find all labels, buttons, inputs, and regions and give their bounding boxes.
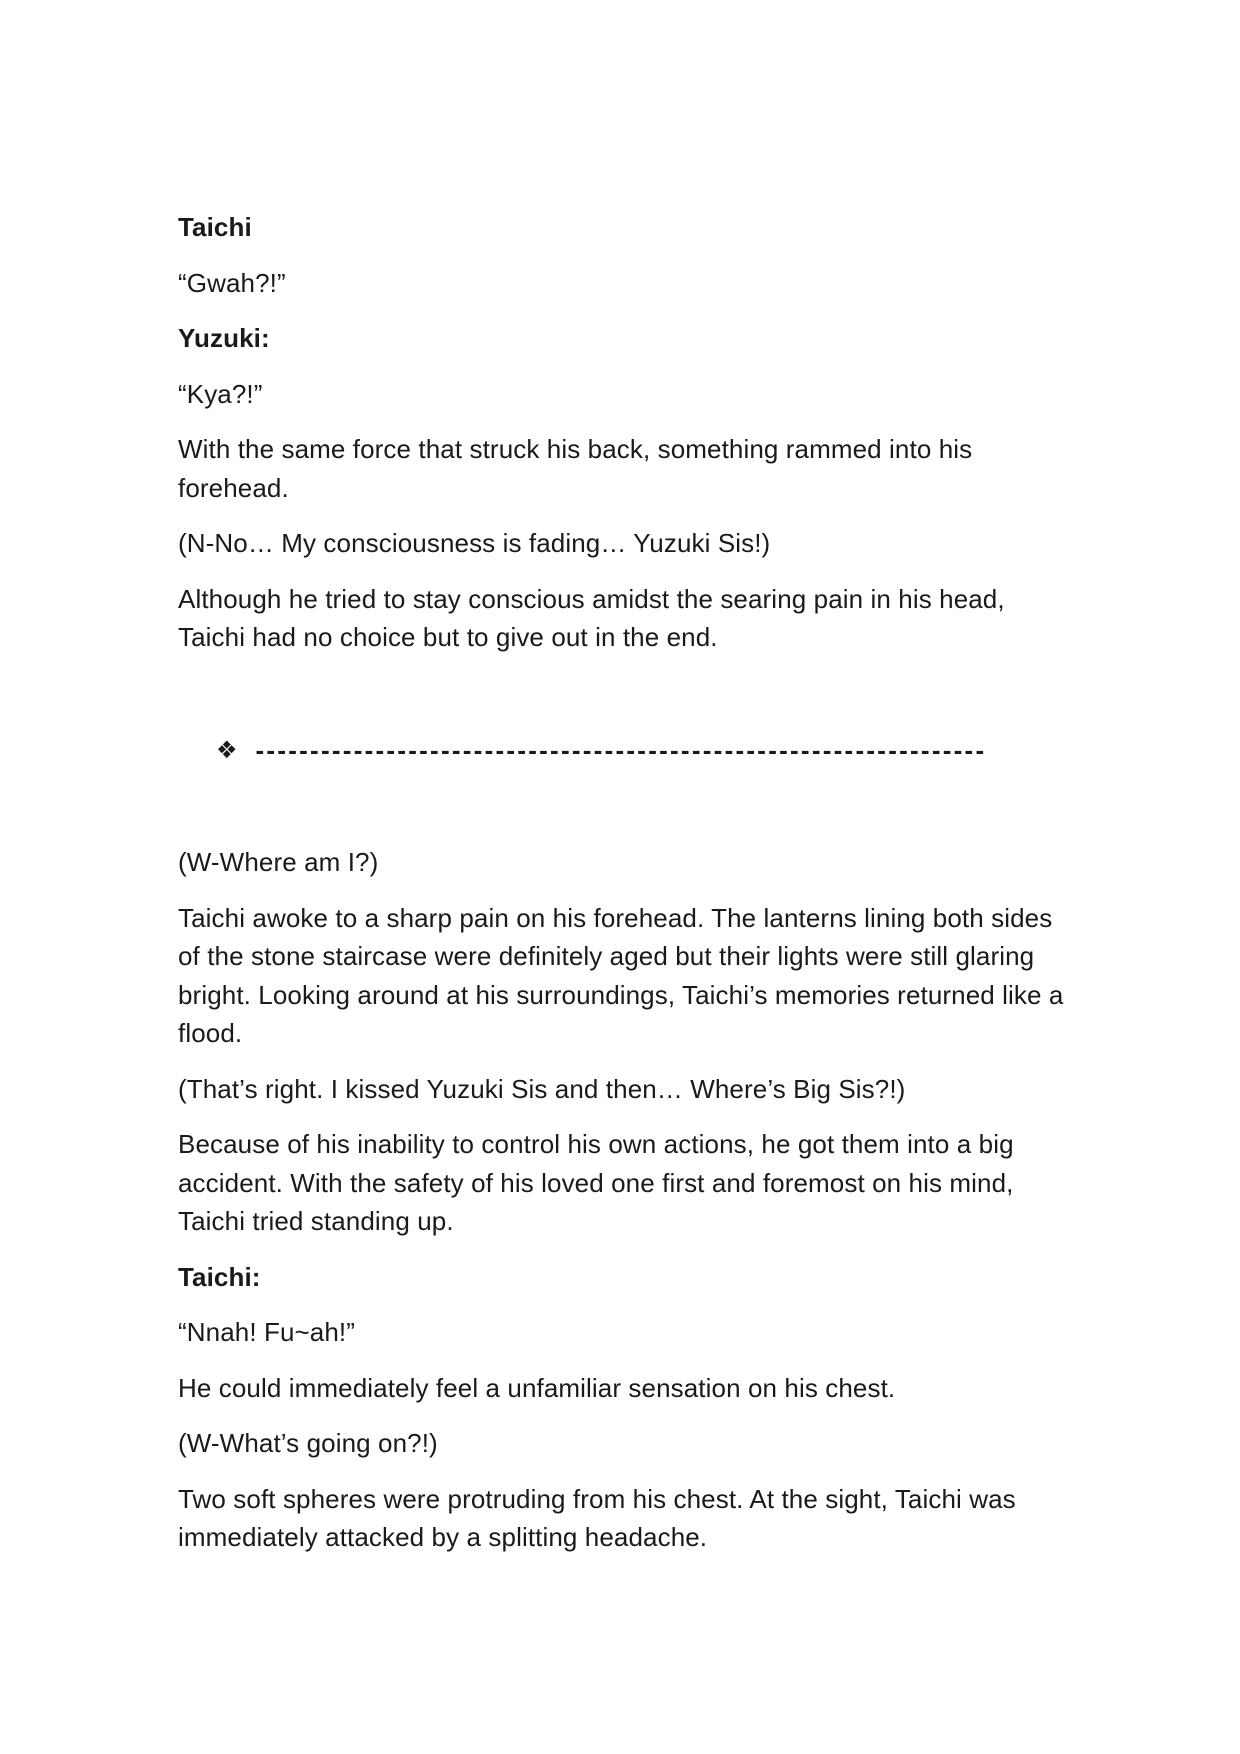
speaker-label: Yuzuki: [178, 323, 270, 353]
narration-paragraph: Two soft spheres were protruding from his chest. At the sight, Taichi was immediately attacked by a splitting headache. [178, 1483, 1016, 1552]
diamond-cluster-icon: ❖ [216, 736, 238, 764]
dialogue-line: “Gwah?!” [178, 267, 286, 298]
section-two [0, 843, 1240, 1557]
narration-paragraph: With the same force that struck his back, something rammed into his forehead. [178, 434, 973, 503]
section-one [0, 208, 1240, 657]
separator-dashes: ------------------------------------------------------------------- [255, 735, 987, 765]
thought-line: (N-No… My consciousness is fading… Yuzuki Sis!) [178, 528, 771, 558]
thought-line: (W-Where am I?) [178, 847, 379, 877]
narration-paragraph: He could immediately feel a unfamiliar sensation on his chest. [178, 1372, 896, 1403]
narration-paragraph: Taichi awoke to a sharp pain on his forehead. The lanterns lining both sides of the stone staircase were definitely aged but their lights were still glaring bright. Looking around at his surroundings, Taichi’s memories returned like a flood. [178, 902, 1064, 1048]
speaker-label: Taichi: [178, 1261, 261, 1292]
dialogue-line: “Kya?!” [178, 378, 263, 409]
speaker-label: Taichi [178, 212, 252, 242]
thought-line: (That’s right. I kissed Yuzuki Sis and then… Where’s Big Sis?!) [178, 1073, 906, 1104]
dialogue-line: “Nnah! Fu~ah!” [178, 1317, 355, 1347]
section-separator [216, 730, 1076, 770]
narration-paragraph: Although he tried to stay conscious amidst the searing pain in his head, Taichi had no choice but to give out in the end. [178, 583, 1005, 652]
narration-paragraph: Because of his inability to control his own actions, he got them into a big accident. With the safety of his loved one first and foremost on his mind, Taichi tried standing up. [178, 1129, 1014, 1236]
thought-line: (W-What’s going on?!) [178, 1428, 438, 1458]
